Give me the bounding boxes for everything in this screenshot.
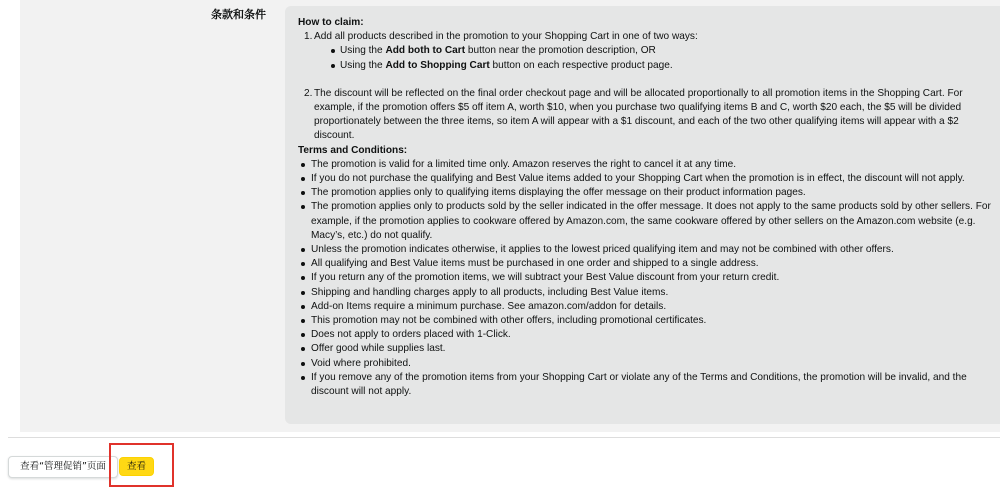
terms-item-text: This promotion may not be combined with other offers, including promotional certificates. [311,315,707,327]
claim-step-1 [304,30,999,73]
claim-step-1-number: 1. [304,31,313,43]
terms-list-item [298,300,999,314]
terms-item-text: The promotion applies only to qualifying items displaying the offer message on their product information pages. [311,187,806,199]
terms-item-text: If you return any of the promotion items, we will subtract your Best Value discount from your return credit. [311,272,780,284]
terms-item-text: All qualifying and Best Value items must be purchased in one order and shipped to a single address. [311,258,759,270]
terms-item-text: Does not apply to orders placed with 1-Click. [311,329,511,341]
bullet-icon [301,376,305,380]
bullet-icon [301,305,305,309]
terms-list-item [298,243,999,257]
claim-way-prefix: Using the [340,59,386,71]
claim-step-1-text: Add all products described in the promotion to your Shopping Cart in one of two ways: [314,31,698,43]
terms-list-item [298,186,999,200]
terms-list-item [298,328,999,342]
how-to-claim-heading: How to claim: [298,17,364,28]
terms-list-item [298,172,999,186]
promotion-details-panel [20,0,1000,432]
terms-section-label: 条款和条件 [211,8,266,21]
bullet-icon [331,64,335,68]
bullet-icon [301,205,305,209]
view-button[interactable]: 查看 [119,457,154,476]
terms-list-item [298,286,999,300]
bullet-icon [301,347,305,351]
how-to-claim-steps [298,30,999,143]
bullet-icon [301,362,305,366]
terms-list-item [298,271,999,285]
section-divider [8,437,1000,438]
bullet-icon [301,191,305,195]
claim-ways-list [314,44,999,72]
claim-way-suffix: button on each respective product page. [489,59,673,71]
terms-item-text: Void where prohibited. [311,357,411,369]
terms-item-text: Unless the promotion indicates otherwise, it applies to the lowest priced qualifying item and may not be combined with other offers. [311,244,894,256]
bullet-icon [301,319,305,323]
terms-item-text: The promotion applies only to products sold by the seller indicated in the offer message. It does not apply to the same products sold by other sellers. For example, if the promotion applies to cookware offered by Amazon.com, the same cookware offered by other sellers on the Amazon.com website (e.g. Macy’s, etc.) do not qualify. [311,201,991,241]
terms-item-text: The promotion is valid for a limited time only. Amazon reserves the right to cancel it at any time. [311,158,737,170]
claim-way-item [328,44,999,58]
terms-list [298,158,999,399]
add-to-shopping-cart-label: Add to Shopping Cart [385,59,490,71]
terms-item-text: Add-on Items require a minimum purchase. See amazon.com/addon for details. [311,300,667,312]
terms-item-text: If you do not purchase the qualifying and Best Value items added to your Shopping Cart when the promotion is in effect, the discount will not apply. [311,173,965,185]
bullet-icon [301,163,305,167]
bullet-icon [301,177,305,181]
terms-content-box [285,6,1000,424]
terms-list-item [298,314,999,328]
terms-list-item [298,342,999,356]
bullet-icon [301,333,305,337]
bullet-icon [301,262,305,266]
view-manage-promotions-button[interactable]: 查看“管理促销”页面 [8,456,118,478]
terms-item-text: Shipping and handling charges apply to all products, including Best Value items. [311,286,669,298]
terms-list-item [298,200,999,243]
terms-item-text: If you remove any of the promotion items from your Shopping Cart or violate any of the Terms and Conditions, the promotion will be invalid, and the discount will not apply. [311,371,967,398]
terms-list-item [298,357,999,371]
add-both-to-cart-label: Add both to Cart [385,45,466,57]
bullet-icon [301,276,305,280]
claim-way-item [328,59,999,73]
claim-step-2-text: The discount will be reflected on the final order checkout page and will be allocated proportionally to all promotion items in the Shopping Cart. For example, if the promotion offers $5 off item A, worth $10, when you purchase two qualifying items B and C, worth $20 each, the $5 will be divided proportionately between the three items, so item A will appear with a $1 discount, and each of the two other qualifying items will appear with a $2 discount. [314,87,963,142]
terms-heading: Terms and Conditions: [298,144,408,156]
claim-way-prefix: Using the [340,45,386,57]
claim-step-2 [304,87,999,144]
terms-list-item [298,371,999,399]
bullet-icon [301,291,305,295]
claim-step-2-number: 2. [304,87,313,99]
terms-list-item [298,257,999,271]
terms-item-text: Offer good while supplies last. [311,343,446,355]
claim-way-suffix: button near the promotion description, OR [465,45,656,57]
bullet-icon [331,49,335,53]
terms-list-item [298,158,999,172]
bullet-icon [301,248,305,252]
